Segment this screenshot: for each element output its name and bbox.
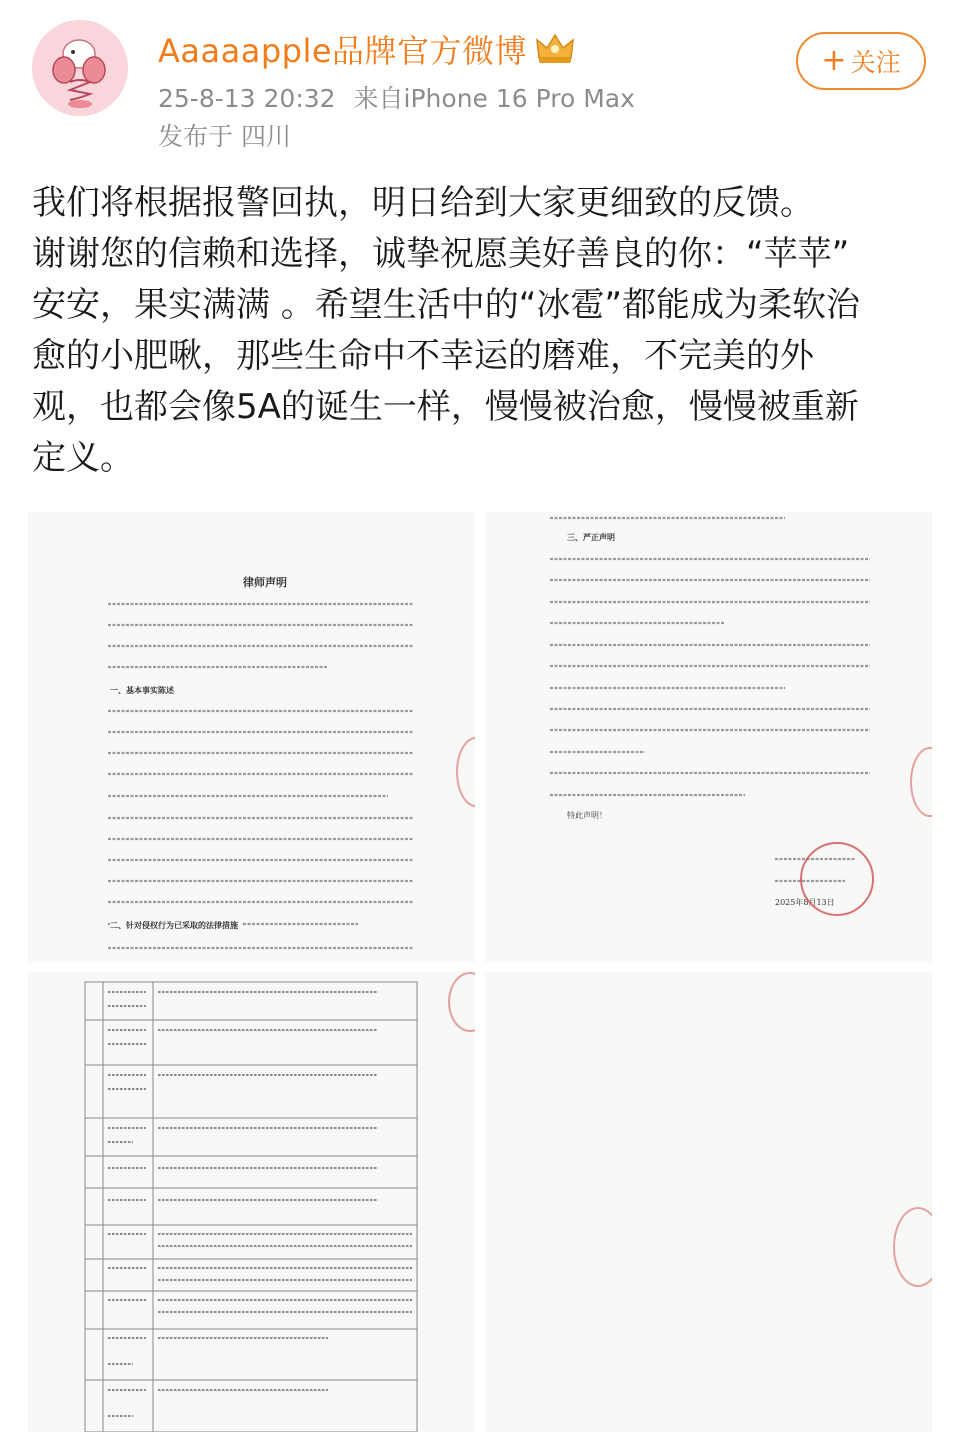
document-image-lawyer-statement[interactable] <box>28 512 475 962</box>
post-timestamp: 25-8-13 20:32 <box>158 84 336 113</box>
seal-stamp <box>893 1207 932 1287</box>
crown-icon <box>535 32 575 66</box>
document-date: 2025年8月13日 <box>775 898 835 907</box>
document-image-link-table[interactable] <box>28 972 475 1432</box>
image-grid <box>28 512 932 1432</box>
document-section-heading: 一、基本事实陈述 <box>110 685 174 695</box>
author-name[interactable]: Aaaaapple品牌官方微博 <box>158 32 528 70</box>
post-line: 谢谢您的信赖和选择，诚挚祝愿美好善良的你：“苹苹” <box>32 234 850 274</box>
post-meta <box>158 80 635 156</box>
avatar[interactable] <box>32 20 128 116</box>
post-body <box>32 178 932 484</box>
follow-button[interactable] <box>796 32 926 90</box>
plus-icon: + <box>821 43 847 78</box>
post-source: 来自iPhone 16 Pro Max <box>353 84 635 113</box>
post-location: 发布于 四川 <box>158 122 291 151</box>
post-line: 观，也都会像5A的诞生一样，慢慢被治愈，慢慢被重新 <box>32 387 859 427</box>
document-closing: 特此声明！ <box>567 811 607 820</box>
avatar-illustration <box>32 20 128 116</box>
post-line: 定义。 <box>32 438 134 478</box>
post-line: 安安，果实满满 。希望生活中的“冰雹”都能成为柔软治 <box>32 285 861 325</box>
seal-stamp <box>800 842 874 916</box>
document-table <box>28 972 475 1432</box>
post-line: 愈的小肥啾，那些生命中不幸运的磨难，不完美的外 <box>32 336 814 376</box>
follow-label: 关注 <box>850 48 901 77</box>
document-section-heading: 二、针对侵权行为已采取的法律措施 <box>110 920 242 931</box>
post-header <box>0 0 960 170</box>
post-line: 我们将根据报警回执，明日给到大家更细致的反馈。 <box>32 183 814 223</box>
document-section-heading: 三、严正声明 <box>567 532 615 542</box>
document-image-declaration[interactable] <box>485 512 932 962</box>
document-image-blank-page[interactable] <box>485 972 932 1432</box>
document-title: 律师声明 <box>243 576 287 589</box>
post-time-source <box>158 80 635 118</box>
